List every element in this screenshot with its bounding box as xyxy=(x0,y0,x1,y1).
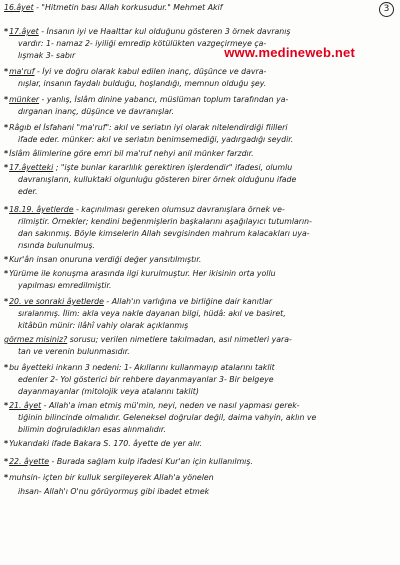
note-text: - Allah'a iman etmiş mü'min, neyi, neden ve nasıl yapması gerek- xyxy=(41,401,300,410)
note-text: rilmiştir. Örnekler; kendini beğenmişlerin başkalarını aşağılayıcı tutumların- xyxy=(18,217,312,226)
note-text: - yanlış, İslâm dinine yabancı, müslüman toplum tarafından ya- xyxy=(39,95,289,104)
bullet-star: * xyxy=(4,205,9,214)
note-line xyxy=(18,187,398,197)
note-line xyxy=(18,241,398,251)
bullet-star: * xyxy=(4,297,9,306)
note-line xyxy=(4,401,398,411)
underlined-keyword: ma'ruf xyxy=(9,67,35,76)
note-text: davranışların, kulluktaki olgunluğu gösteren birer örnek olduğunu ifade xyxy=(18,175,297,184)
note-line xyxy=(18,135,398,145)
note-text: sorusu; verilen nimetlere takılmadan, asıl nimetleri yara- xyxy=(67,335,292,344)
underlined-keyword: 16.âyet xyxy=(4,3,34,12)
note-line xyxy=(18,387,398,397)
note-text: dırganan inanç, düşünce ve davranışlar. xyxy=(18,107,174,116)
note-line xyxy=(4,255,398,265)
note-line xyxy=(18,425,398,435)
note-text: bilimin doğruladıkları esas alınmalıdır. xyxy=(18,425,166,434)
note-text: tan ve verenin bulunmasıdır. xyxy=(18,347,130,356)
underlined-keyword: 20. ve sonraki âyetlerde xyxy=(9,297,104,306)
note-line xyxy=(18,229,398,239)
note-text: ; "işte bunlar kararlılık gerektiren işlerdendir" ifadesi, olumlu xyxy=(53,163,293,172)
note-text: bu âyetteki inkarın 3 nedeni: 1- Akıllarını kullanmayıp atalarını taklit xyxy=(9,363,275,372)
note-line xyxy=(18,375,398,385)
page-number: 3 xyxy=(379,2,394,17)
note-line xyxy=(18,217,398,227)
underlined-keyword: münker xyxy=(9,95,40,104)
note-text: muhsin- içten bir kulluk sergileyerek Allah'a yönelen xyxy=(9,473,214,482)
bullet-star: * xyxy=(4,27,9,36)
bullet-star: * xyxy=(4,269,9,278)
note-line xyxy=(18,79,398,89)
note-line xyxy=(18,487,398,497)
note-text: dayanmayanlar (mitolojik veya atalarını taklit) xyxy=(18,387,199,396)
note-line xyxy=(4,95,398,105)
bullet-star: * xyxy=(4,473,9,482)
note-line xyxy=(18,39,398,49)
note-text: kitâbün münir: ilâhî vahiy olarak açıklanmış xyxy=(18,321,189,330)
note-text: ifade eder. münker: akıl ve seriatın benimsemediği, yadırgadığı seydir. xyxy=(18,135,294,144)
bullet-star: * xyxy=(4,163,9,172)
note-line xyxy=(4,297,398,307)
underlined-keyword: görmez misiniz? xyxy=(4,335,68,344)
note-text: nışlar, insanın faydalı bulduğu, hoşlandığı, memnun olduğu şey. xyxy=(18,79,267,88)
note-line xyxy=(4,123,398,133)
note-text: Yukarıdaki ifade Bakara S. 170. âyette de yer alır. xyxy=(9,439,203,448)
bullet-star: * xyxy=(4,363,9,372)
note-text: - kaçınılması gereken olumsuz davranışlara örnek ve- xyxy=(73,205,285,214)
note-text: İslâm âlimlerine göre emri bil ma'ruf nehyi anil münker farzdır. xyxy=(9,149,254,158)
note-line xyxy=(4,163,398,173)
watermark-site: www.medineweb.net xyxy=(224,45,355,60)
note-text: Râgıb el İsfahani "ma'ruf": akıl ve seriatın iyi olarak nitelendirdiği fiilleri xyxy=(9,123,288,132)
note-text: vardır: 1- namaz 2- iyiliği emredip kötülükten vazgeçirmeye ça- xyxy=(18,39,267,48)
note-line xyxy=(4,335,398,345)
note-text: - Burada sağlam kulp ifadesi Kur'an için kullanılmış. xyxy=(49,457,253,466)
note-line xyxy=(4,205,398,215)
note-line xyxy=(4,363,398,373)
note-line xyxy=(4,149,398,159)
bullet-star: * xyxy=(4,67,9,76)
note-text: - İyi ve doğru olarak kabul edilen inanç, düşünce ve davra- xyxy=(34,67,267,76)
note-text: lışmak 3- sabır xyxy=(18,51,76,60)
bullet-star: * xyxy=(4,149,9,158)
bullet-star: * xyxy=(4,401,9,410)
note-line xyxy=(18,51,398,61)
bullet-star: * xyxy=(4,123,9,132)
note-line xyxy=(4,269,398,279)
note-line xyxy=(4,457,398,467)
note-line xyxy=(4,67,398,77)
bullet-star: * xyxy=(4,95,9,104)
note-text: Kur'ân insan onuruna verdiği değer yansıtılmıştır. xyxy=(9,255,202,264)
underlined-keyword: 17.âyetteki xyxy=(9,163,54,172)
note-text: ihsan- Allah'ı O'nu görüyormuş gibi ibadet etmek xyxy=(18,487,210,496)
note-text: yapılması emredilmiştir. xyxy=(18,281,112,290)
note-text: - "Hitmetin bası Allah korkusudur." Mehmet Akif xyxy=(33,3,223,12)
underlined-keyword: 22. âyette xyxy=(9,457,50,466)
underlined-keyword: 18.19. âyetlerde xyxy=(9,205,74,214)
underlined-keyword: 17.âyet xyxy=(9,27,39,36)
underlined-keyword: 21. âyet xyxy=(9,401,42,410)
note-text: edenler 2- Yol gösterici bir rehbere dayanmayanlar 3- Bir belgeye xyxy=(18,375,274,384)
note-line xyxy=(4,439,398,449)
note-line xyxy=(18,107,398,117)
note-line xyxy=(18,175,398,185)
note-line xyxy=(4,473,398,483)
note-line xyxy=(4,3,398,13)
note-line xyxy=(18,309,398,319)
note-text: - İnsanın iyi ve Haalttar kul olduğunu gösteren 3 örnek davranış xyxy=(38,27,291,36)
bullet-star: * xyxy=(4,255,9,264)
note-text: rısında bulunulmuş. xyxy=(18,241,95,250)
note-text: - Allah'ın varlığına ve birliğine dair kanıtlar xyxy=(103,297,273,306)
note-text: sıralanmış. İlim: akla veya nakle dayanan bilgi, hüdâ: akıl ve basiret, xyxy=(18,309,286,318)
note-line xyxy=(18,321,398,331)
note-text: Yürüme ile konuşma arasında ilgi kurulmuştur. Her ikisinin orta yollu xyxy=(9,269,276,278)
bullet-star: * xyxy=(4,439,9,448)
note-text: dan sakınmış. Böyle kimselerin Allah sevgisinden mahrum kalacakları uya- xyxy=(18,229,310,238)
note-line xyxy=(4,27,398,37)
note-text: tiğinin bilincinde olmalıdır. Geleneksel doğrular değil, daima vahyin, aklın ve xyxy=(18,413,317,422)
bullet-star: * xyxy=(4,457,9,466)
note-line xyxy=(18,281,398,291)
note-line xyxy=(18,347,398,357)
note-text: eder. xyxy=(18,187,38,196)
note-line xyxy=(18,413,398,423)
